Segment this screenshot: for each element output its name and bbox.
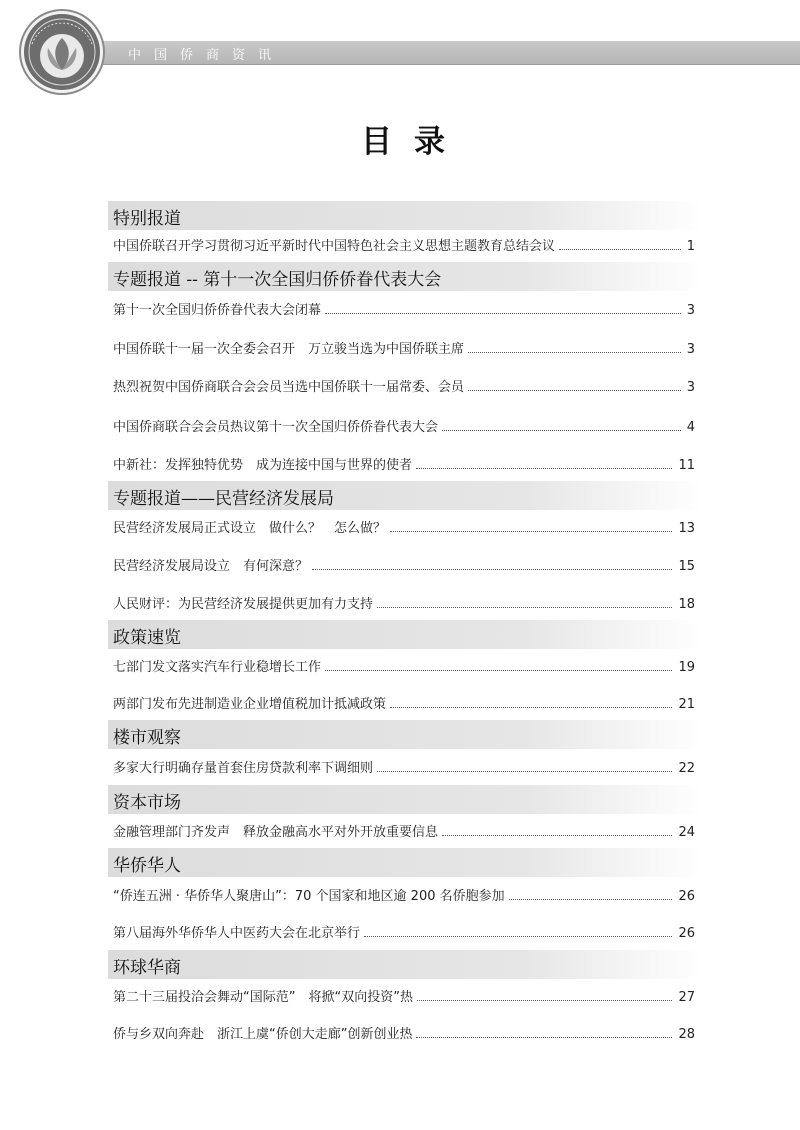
page-number: 3 [686,342,695,357]
leader-dots [377,771,672,772]
leader-dots [442,835,672,836]
toc-entry[interactable] [113,754,695,776]
section-label: 华侨华人 [113,856,181,876]
toc-entry[interactable] [113,653,695,675]
entry-title: 侨与乡双向奔赴 浙江上虞“侨创大走廊”创新创业热 [113,1027,413,1042]
leader-dots [325,313,681,314]
toc-entry[interactable] [113,413,695,435]
entry-title: “侨连五洲 · 华侨华人聚唐山”：70 个国家和地区逾 200 名侨胞参加 [113,889,505,904]
section-label: 资本市场 [113,793,181,813]
entry-title: 中国侨联召开学习贯彻习近平新时代中国特色社会主义思想主题教育总结会议 [113,239,556,254]
leader-dots [416,468,672,469]
page-number: 26 [678,926,695,941]
page-number: 13 [678,521,695,536]
section-label: 环球华商 [113,958,181,978]
page-number: 4 [686,420,695,435]
toc-entry[interactable] [113,335,695,357]
entry-title: 第二十三届投洽会舞动“国际范” 将掀“双向投资”热 [113,990,413,1005]
leader-dots [468,390,681,391]
leader-dots [364,936,672,937]
page-number: 19 [678,660,695,675]
page-number: 27 [678,990,695,1005]
page-number: 22 [678,761,695,776]
page-number: 15 [678,559,695,574]
toc-entry[interactable] [113,296,695,318]
page-number: 3 [686,380,695,395]
section-label: 楼市观察 [113,728,181,748]
section-label: 专题报道 -- 第十一次全国归侨侨眷代表大会 [113,270,442,290]
section-header [108,481,704,510]
entry-title: 七部门发文落实汽车行业稳增长工作 [113,660,322,675]
page-number: 28 [678,1027,695,1042]
entry-title: 多家大行明确存量首套住房贷款利率下调细则 [113,761,374,776]
entry-title: 第八届海外华侨华人中医药大会在北京举行 [113,926,361,941]
page-number: 18 [678,597,695,612]
toc-entry[interactable] [113,882,695,904]
toc-entry[interactable] [113,983,695,1005]
section-header [108,848,704,877]
page-number: 24 [678,825,695,840]
section-header [108,201,704,230]
entry-title: 民营经济发展局设立 有何深意？ [113,559,309,574]
toc-entry[interactable] [113,919,695,941]
page-number: 21 [678,697,695,712]
page-number: 1 [686,239,695,254]
toc-entry[interactable] [113,590,695,612]
section-label: 政策速览 [113,628,181,648]
toc-entry[interactable] [113,690,695,712]
toc-entry[interactable] [113,1020,695,1042]
section-label: 特别报道 [113,209,181,229]
page-number: 26 [678,889,695,904]
leader-dots [559,249,681,250]
entry-title: 中国侨联十一届一次全委会召开 万立骏当选为中国侨联主席 [113,342,465,357]
entry-title: 第十一次全国归侨侨眷代表大会闭幕 [113,303,322,318]
section-label: 专题报道——民营经济发展局 [113,489,334,509]
leader-dots [390,531,672,532]
leader-dots [509,899,673,900]
section-header [108,620,704,649]
leader-dots [442,430,681,431]
leader-dots [325,670,672,671]
toc-entry[interactable] [113,514,695,536]
leader-dots [312,569,672,570]
toc-entry[interactable] [113,451,695,473]
publication-name: 中国侨商资讯 [128,48,285,63]
section-header [108,785,704,814]
federation-logo [18,8,106,96]
toc-entry[interactable] [113,373,695,395]
page-number: 11 [678,458,695,473]
toc-entry[interactable] [113,232,695,254]
leader-dots [390,707,672,708]
leader-dots [468,352,681,353]
entry-title: 热烈祝贺中国侨商联合会会员当选中国侨联十一届常委、会员 [113,380,465,395]
toc-entry[interactable] [113,818,695,840]
entry-title: 两部门发布先进制造业企业增值税加计抵减政策 [113,697,387,712]
leader-dots [416,1037,672,1038]
section-header [108,720,704,749]
toc-entry[interactable] [113,552,695,574]
entry-title: 金融管理部门齐发声 释放金融高水平对外开放重要信息 [113,825,439,840]
entry-title: 民营经济发展局正式设立 做什么？ 怎么做？ [113,521,387,536]
section-header [108,262,704,291]
page-title: 目录 [361,124,467,160]
entry-title: 中新社：发挥独特优势 成为连接中国与世界的使者 [113,458,413,473]
entry-title: 中国侨商联合会会员热议第十一次全国归侨侨眷代表大会 [113,420,439,435]
leader-dots [417,1000,673,1001]
section-header [108,950,704,979]
page-number: 3 [686,303,695,318]
leader-dots [377,607,672,608]
entry-title: 人民财评：为民营经济发展提供更加有力支持 [113,597,374,612]
